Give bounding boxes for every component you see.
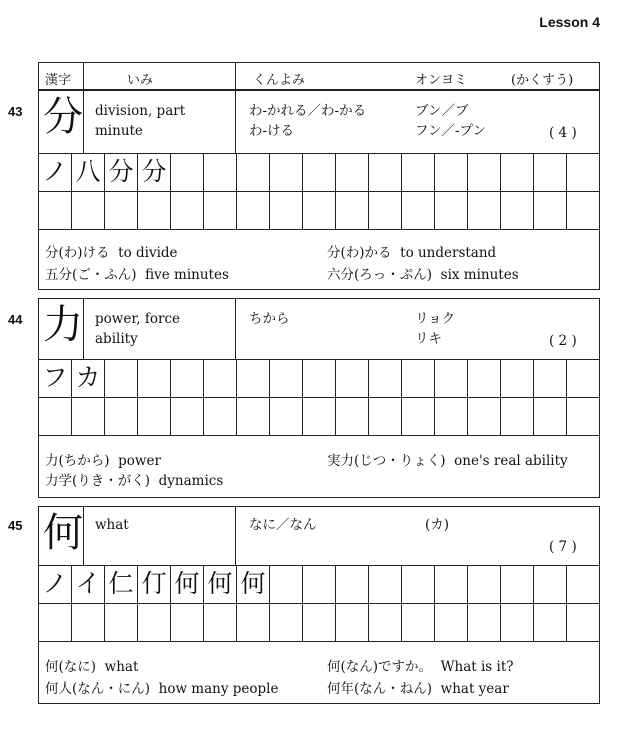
vocab-item: 分(わ)ける to divide: [45, 245, 178, 261]
onyomi-2: フン／-プン: [415, 123, 486, 139]
practice-cell: ノ: [39, 566, 72, 603]
header-onyomi: オンヨミ: [415, 73, 468, 88]
practice-cell: 仃: [138, 566, 171, 603]
practice-cell: カ: [72, 360, 105, 397]
practice-grid: [39, 565, 599, 642]
vocab-item: 力(ちから) power: [45, 453, 161, 469]
vocab-item: 何年(なん・ねん) what year: [327, 681, 509, 697]
practice-cell: 何: [171, 566, 204, 603]
kanji-entry: [38, 90, 600, 290]
kanji-character: 何: [43, 510, 83, 556]
practice-grid: [39, 359, 599, 436]
kunyomi-2: わ-ける: [249, 123, 295, 139]
practice-cell: ノ: [39, 154, 72, 191]
header-strokes: (かくすう): [511, 73, 574, 88]
kanji-character: 分: [43, 94, 83, 140]
practice-cell: 分: [105, 154, 138, 191]
practice-cell: 仁: [105, 566, 138, 603]
practice-cell: フ: [39, 360, 72, 397]
vocab-item: 何(なん)ですか。 What is it?: [327, 659, 514, 675]
onyomi-1: ブン／ブ: [415, 103, 469, 119]
kunyomi-1: なに／なん: [249, 517, 317, 533]
vocab-item: 五分(ご・ふん) five minutes: [45, 267, 229, 283]
kanji-character: 力: [43, 302, 83, 348]
meaning-1: what: [95, 517, 129, 533]
meaning-2: ability: [95, 331, 138, 347]
meaning-2: minute: [95, 123, 143, 139]
kunyomi-1: わ-かれる／わ-かる: [249, 103, 367, 119]
practice-grid: [39, 153, 599, 230]
header-imi: いみ: [127, 73, 154, 88]
onyomi-2: リキ: [415, 331, 442, 347]
header-kunyomi: くんよみ: [253, 73, 306, 88]
vocab-item: 力学(りき・がく) dynamics: [45, 473, 224, 489]
meaning-1: power, force: [95, 311, 180, 327]
lesson-label: Lesson 4: [539, 14, 600, 30]
vocab-item: 実力(じつ・りょく) one's real ability: [327, 453, 568, 469]
entry-number: 45: [8, 518, 23, 533]
practice-cell: 分: [138, 154, 171, 191]
stroke-count: ( 2 ): [549, 333, 577, 349]
kunyomi-1: ちから: [249, 311, 290, 327]
entry-number: 44: [8, 312, 23, 327]
stroke-count: ( 7 ): [549, 539, 577, 555]
practice-cell: 八: [72, 154, 105, 191]
kanji-entry: [38, 298, 600, 498]
vocab-item: 六分(ろっ・ぷん) six minutes: [327, 267, 519, 283]
practice-cell: 何: [204, 566, 237, 603]
practice-cell: 何: [237, 566, 270, 603]
vocab-item: 分(わ)かる to understand: [327, 245, 497, 261]
vocab-item: 何人(なん・にん) how many people: [45, 681, 279, 697]
practice-cell: イ: [72, 566, 105, 603]
vocab-item: 何(なに) what: [45, 659, 139, 675]
stroke-count: ( 4 ): [549, 125, 577, 141]
column-header: [38, 62, 600, 90]
onyomi-1: リョク: [415, 311, 456, 327]
meaning-1: division, part: [95, 103, 186, 119]
header-kanji: 漢字: [45, 73, 72, 88]
kanji-entry: [38, 506, 600, 704]
onyomi-1: (カ): [425, 517, 450, 533]
entry-number: 43: [8, 104, 23, 119]
